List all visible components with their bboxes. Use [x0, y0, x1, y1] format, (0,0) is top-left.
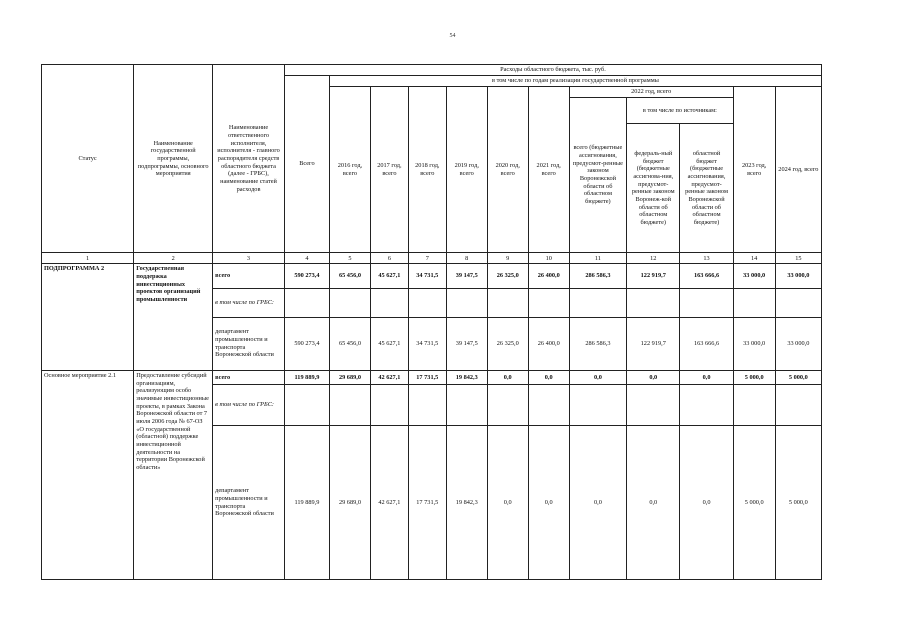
value-cell: 34 731,5 — [408, 317, 446, 370]
value-cell: 65 456,0 — [329, 264, 370, 289]
header-2016: 2016 год, всего — [329, 86, 370, 253]
header-2017: 2017 год, всего — [370, 86, 408, 253]
value-cell: 0,0 — [627, 370, 680, 384]
value-cell: 0,0 — [680, 370, 733, 384]
value-cell: 0,0 — [569, 370, 626, 384]
table-row — [42, 370, 822, 384]
value-cell: 122 919,7 — [627, 317, 680, 370]
row-total-label: всего — [213, 370, 285, 384]
header-by-years: в том числе по годам реализации государственной программы — [329, 75, 821, 86]
value-cell: 39 147,5 — [446, 317, 487, 370]
column-number: 6 — [370, 253, 408, 264]
value-cell: 5 000,0 — [733, 370, 775, 384]
row-incl-label: в том числе по ГРБС: — [213, 288, 285, 317]
value-cell: 0,0 — [627, 426, 680, 580]
budget-table — [41, 64, 822, 580]
header-executor: Наименование ответственного исполнителя, исполнителя - главного распорядителя средств областного бюджета (далее - ГРБС), наименование статей расходов — [213, 65, 285, 253]
value-cell: 33 000,0 — [775, 317, 821, 370]
header-2019: 2019 год, всего — [446, 86, 487, 253]
value-cell: 33 000,0 — [775, 264, 821, 289]
column-number: 14 — [733, 253, 775, 264]
row-incl-label: в том числе по ГРБС: — [213, 385, 285, 426]
column-number: 12 — [627, 253, 680, 264]
value-cell: 163 666,6 — [680, 264, 733, 289]
value-cell: 26 400,0 — [528, 264, 569, 289]
column-number: 7 — [408, 253, 446, 264]
header-regional: областной бюджет (бюджетные ассигнования, предусмот-ренные законом Воронежской области об областном бюджете) — [680, 124, 733, 253]
value-cell: 5 000,0 — [733, 426, 775, 580]
header-status: Статус — [42, 65, 134, 253]
column-number: 1 — [42, 253, 134, 264]
row-name: Предоставление субсидий организациям, реализующим особо значимые инвестиционные проекты, в рамках Закона Воронежской области от 7 июля 2006 года № 67-ОЗ «О государственной (областной) поддержке инвестиционной деятельности на территории Воронежской области» — [134, 370, 213, 579]
row-total-label: всего — [213, 264, 285, 289]
column-number: 11 — [569, 253, 626, 264]
header-2022-all: всего (бюджетные ассигнования, предусмот-ренные законом Воронежской области об областном бюджете) — [569, 97, 626, 253]
value-cell: 29 689,0 — [329, 426, 370, 580]
value-cell: 65 456,0 — [329, 317, 370, 370]
value-cell: 286 586,3 — [569, 317, 626, 370]
row-dept-label: департамент промышленности и транспорта Воронежской области — [213, 426, 285, 580]
column-number: 15 — [775, 253, 821, 264]
value-cell: 29 689,0 — [329, 370, 370, 384]
value-cell: 33 000,0 — [733, 317, 775, 370]
value-cell: 26 325,0 — [487, 264, 528, 289]
value-cell: 17 731,5 — [408, 370, 446, 384]
value-cell: 0,0 — [487, 370, 528, 384]
value-cell: 590 273,4 — [284, 317, 329, 370]
value-cell: 286 586,3 — [569, 264, 626, 289]
page-number: 54 — [449, 33, 456, 39]
value-cell: 17 731,5 — [408, 426, 446, 580]
header-2022-total: 2022 год, всего — [569, 86, 733, 97]
column-number: 9 — [487, 253, 528, 264]
value-cell: 0,0 — [528, 370, 569, 384]
value-cell: 26 325,0 — [487, 317, 528, 370]
value-cell: 163 666,6 — [680, 317, 733, 370]
column-number: 4 — [284, 253, 329, 264]
value-cell: 45 627,1 — [370, 264, 408, 289]
value-cell: 0,0 — [569, 426, 626, 580]
value-cell: 5 000,0 — [775, 370, 821, 384]
row-status: ПОДПРОГРАММА 2 — [42, 264, 134, 371]
header-2021: 2021 год, всего — [528, 86, 569, 253]
header-2020: 2020 год, всего — [487, 86, 528, 253]
value-cell: 0,0 — [487, 426, 528, 580]
column-number: 5 — [329, 253, 370, 264]
column-number: 2 — [134, 253, 213, 264]
header-name: Наименование государственной программы, подпрограммы, основного мероприятия — [134, 65, 213, 253]
value-cell: 33 000,0 — [733, 264, 775, 289]
value-cell: 26 400,0 — [528, 317, 569, 370]
column-number: 10 — [528, 253, 569, 264]
value-cell: 0,0 — [528, 426, 569, 580]
value-cell: 119 889,9 — [284, 426, 329, 580]
column-number: 8 — [446, 253, 487, 264]
value-cell: 42 627,1 — [370, 426, 408, 580]
column-number: 3 — [213, 253, 285, 264]
value-cell: 0,0 — [680, 426, 733, 580]
value-cell: 42 627,1 — [370, 370, 408, 384]
header-sources: в том числе по источникам: — [627, 97, 734, 124]
value-cell: 39 147,5 — [446, 264, 487, 289]
value-cell: 45 627,1 — [370, 317, 408, 370]
value-cell: 590 273,4 — [284, 264, 329, 289]
column-numbers-row — [42, 253, 822, 264]
header-2024: 2024 год, всего — [775, 86, 821, 253]
row-status: Основное мероприятие 2.1 — [42, 370, 134, 579]
value-cell: 119 889,9 — [284, 370, 329, 384]
value-cell: 34 731,5 — [408, 264, 446, 289]
header-2018: 2018 год, всего — [408, 86, 446, 253]
header-federal: федераль-ный бюджет (бюджетные ассигнова-ния, предусмот-ренные законом Воронеж-кой области об областном бюджете) — [627, 124, 680, 253]
value-cell: 5 000,0 — [775, 426, 821, 580]
header-budget-title: Расходы областного бюджета, тыс. руб. — [284, 65, 821, 76]
value-cell: 122 919,7 — [627, 264, 680, 289]
table-row — [42, 264, 822, 289]
header-total: Всего — [284, 75, 329, 253]
row-dept-label: департамент промышленности и транспорта Воронежской области — [213, 317, 285, 370]
row-name: Государственная поддержка инвестиционных проектов организаций промышленности — [134, 264, 213, 371]
header-2023: 2023 год, всего — [733, 86, 775, 253]
column-number: 13 — [680, 253, 733, 264]
value-cell: 19 842,3 — [446, 370, 487, 384]
value-cell: 19 842,3 — [446, 426, 487, 580]
